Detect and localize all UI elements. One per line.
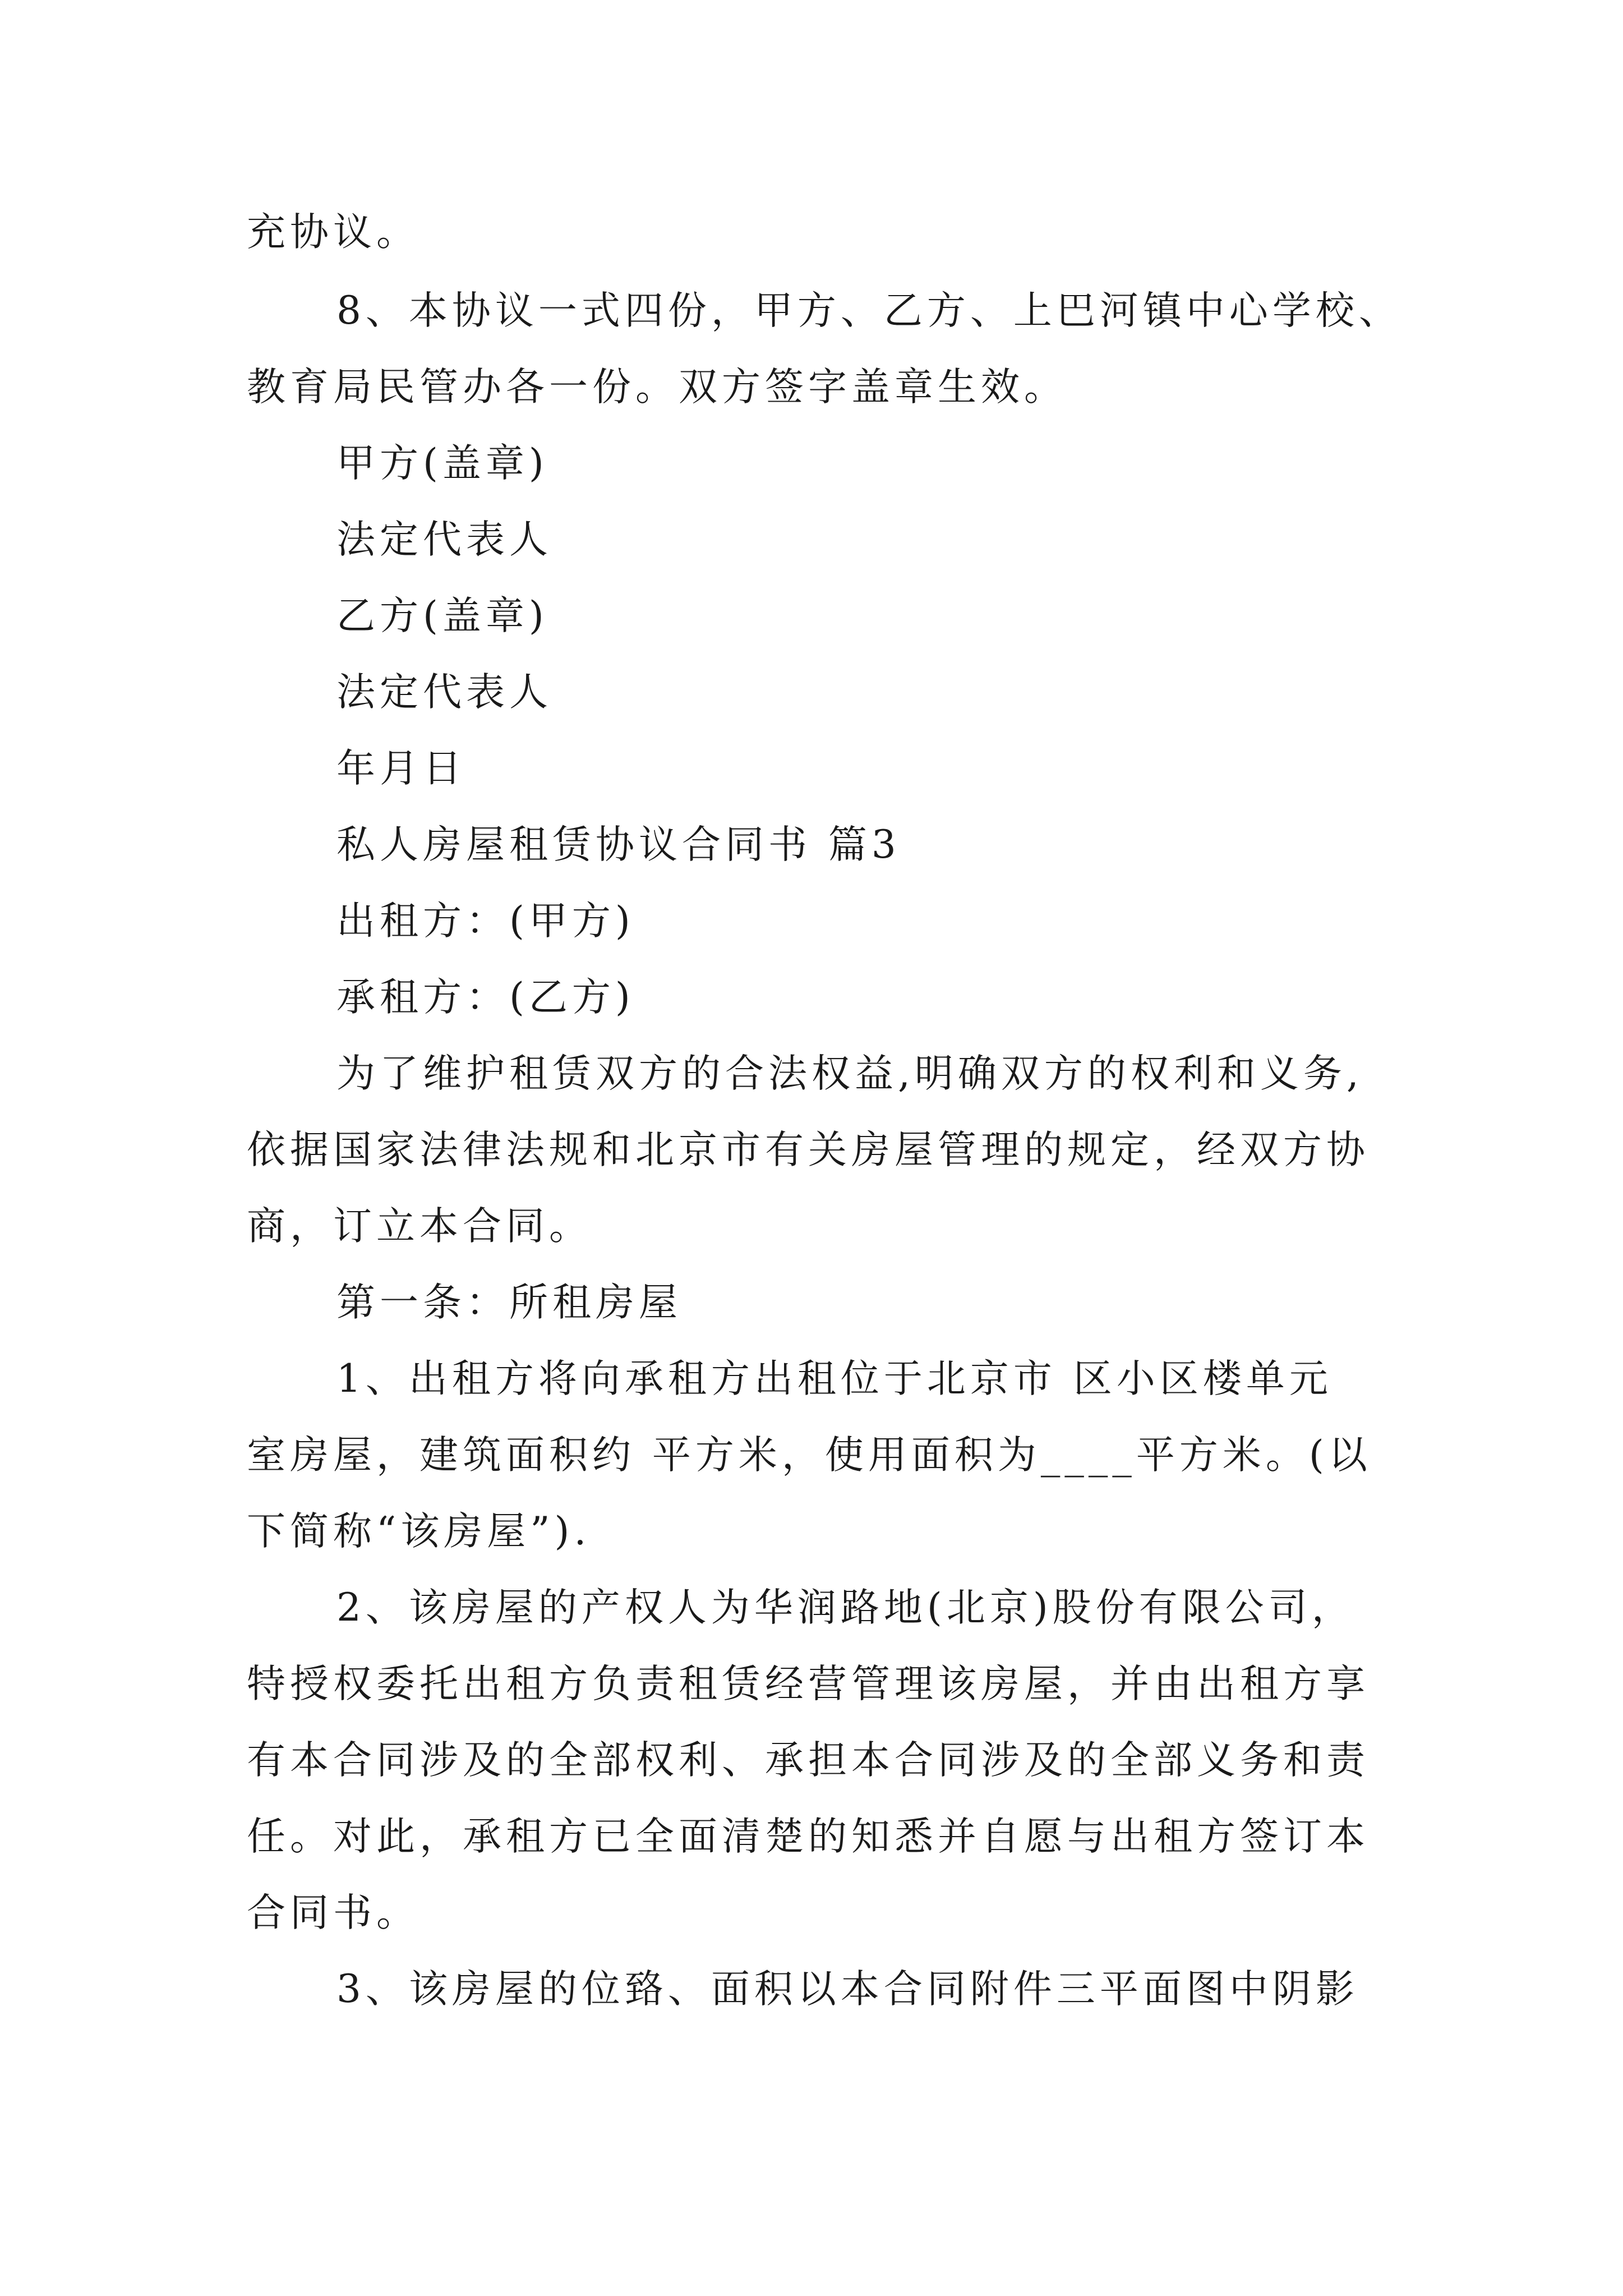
text-line: 特授权委托出租方负责租赁经营管理该房屋，并由出租方享 — [247, 1662, 1370, 1706]
text-line: 8、本协议一式四份，甲方、乙方、上巴河镇中心学校、 — [336, 288, 1402, 333]
text-line: 2、该房屋的产权人为华润路地(北京)股份有限公司， — [336, 1585, 1355, 1630]
text-line: 为了维护租赁双方的合法权益,明确双方的权利和义务, — [336, 1051, 1363, 1096]
text-line: 充协议。 — [247, 210, 419, 255]
text-line: 任。对此，承租方已全面清楚的知悉并自愿与出租方签订本 — [247, 1814, 1370, 1859]
text-line: 商，订立本合同。 — [247, 1204, 592, 1249]
text-line: 依据国家法律法规和北京市有关房屋管理的规定，经双方协 — [247, 1128, 1370, 1172]
text-line: 年月日 — [336, 746, 466, 791]
text-line: 下简称“该房屋”). — [247, 1509, 591, 1554]
text-line: 有本合同涉及的全部权利、承担本合同涉及的全部义务和责 — [247, 1738, 1370, 1783]
text-line: 1、出租方将向承租方出租位于北京市 区小区楼单元 — [336, 1356, 1332, 1401]
text-line: 教育局民管办各一份。双方签字盖章生效。 — [247, 365, 1067, 409]
section-heading: 私人房屋租赁协议合同书 篇3 — [336, 822, 901, 867]
text-line: 乙方(盖章) — [336, 593, 548, 638]
text-line: 出租方：(甲方) — [336, 899, 635, 944]
text-line: 法定代表人 — [336, 670, 552, 715]
text-line: 承租方：(乙方) — [336, 975, 635, 1020]
text-line: 合同书。 — [247, 1890, 419, 1935]
text-line: 甲方(盖章) — [336, 441, 548, 486]
article-heading: 第一条：所租房屋 — [336, 1280, 682, 1325]
text-line: 室房屋，建筑面积约 平方米，使用面积为____平方米。(以 — [247, 1433, 1372, 1478]
text-line: 3、该房屋的位臵、面积以本合同附件三平面图中阴影 — [336, 1967, 1359, 2012]
text-line: 法定代表人 — [336, 517, 552, 562]
